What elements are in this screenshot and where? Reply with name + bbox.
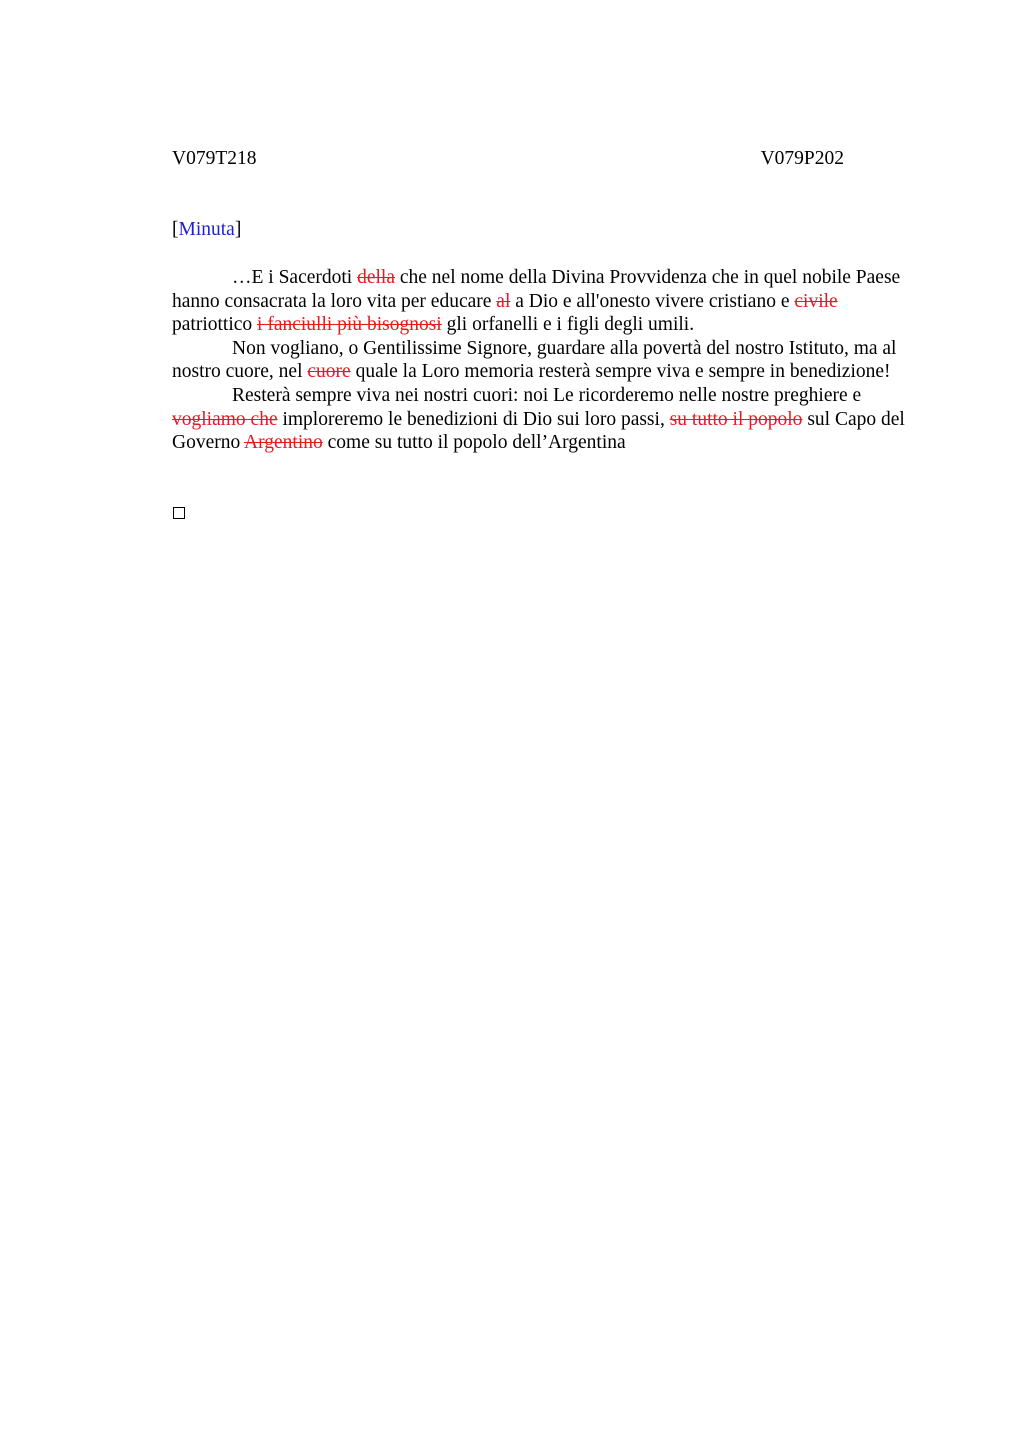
text-segment: a Dio e all'onesto vivere cristiano e: [510, 290, 795, 312]
text-segment: come su tutto il popolo dell’Argentina: [322, 432, 626, 454]
text-segment: …E i Sacerdoti: [232, 267, 358, 288]
deleted-text: su tutto il popolo: [669, 408, 803, 430]
bracket-close: ]: [234, 219, 242, 240]
document-page: [172, 0, 922, 1450]
text-segment: gli orfanelli e i figli degli umili.: [441, 314, 695, 336]
text-segment: sul Capo del Governo: [172, 408, 905, 454]
text-segment: patriottico: [172, 314, 258, 336]
document-code-left: V079T218: [172, 148, 257, 169]
deleted-text: Argentino: [244, 432, 323, 454]
document-code-right: V079P202: [760, 148, 844, 169]
text-segment: imploreremo le benedizioni di Dio sui loro passi,: [277, 408, 670, 430]
deleted-text: vogliamo che: [172, 408, 278, 430]
deleted-text: i fanciulli più bisognosi: [257, 314, 442, 336]
text-segment: Non vogliano, o Gentilissime Signore, guardare alla povertà del nostro Istituto, ma al nostro cuore, nel: [172, 337, 897, 383]
deleted-text: civile: [794, 290, 838, 312]
paragraph: [172, 337, 920, 384]
text-segment: quale la Loro memoria resterà sempre viva e sempre in benedizione!: [350, 361, 891, 383]
deleted-text: al: [496, 290, 511, 312]
text-segment: che nel nome della Divina Provvidenza che in quel nobile Paese hanno consacrata la loro vita per educare: [172, 267, 901, 312]
bracket-open: [: [172, 219, 179, 240]
text-segment: Resterà sempre viva nei nostri cuori: noi Le ricorderemo nelle nostre preghiere e: [232, 384, 862, 406]
paragraph: [172, 266, 920, 337]
deleted-text: cuore: [307, 361, 351, 383]
end-marker-square-icon: [173, 507, 185, 519]
paragraph: [172, 384, 920, 455]
document-kind-word: Minuta: [178, 219, 235, 240]
document-kind-label: [172, 218, 241, 242]
deleted-text: della: [357, 267, 395, 288]
letter-body: [172, 266, 920, 455]
document-header: [172, 147, 844, 173]
